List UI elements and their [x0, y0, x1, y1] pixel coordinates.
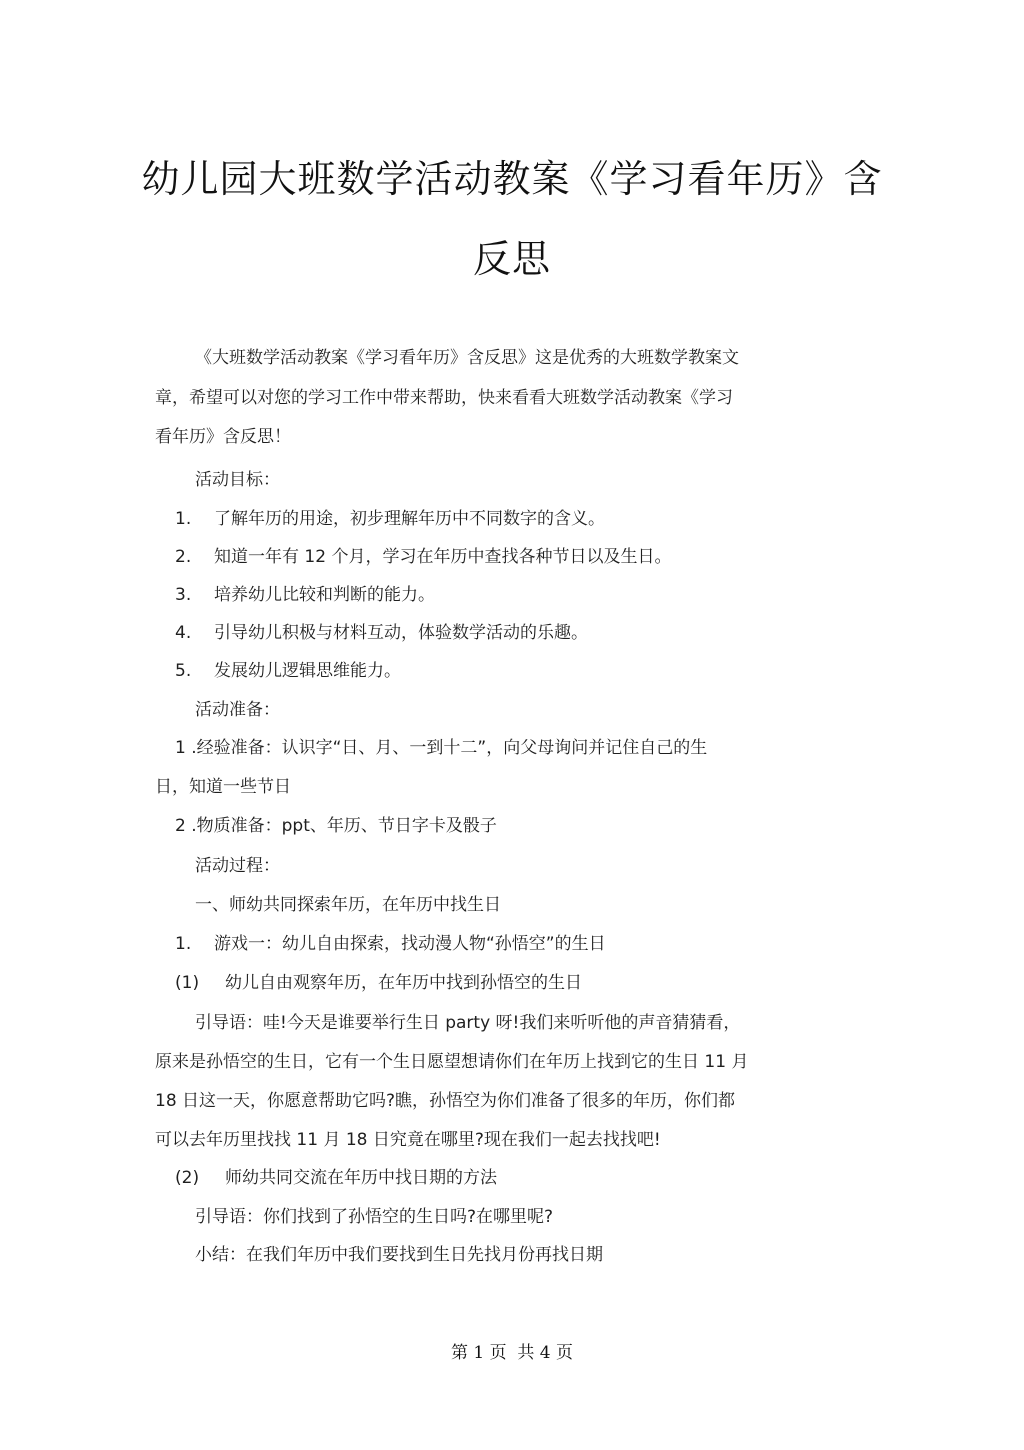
guide-line: 引导语：你们找到了孙悟空的生日吗?在哪里呢? [195, 1207, 554, 1227]
guide-line: 可以去年历里找找 11 月 18 日究竟在哪里?现在我们一起去找找吧! [155, 1130, 661, 1150]
goal-number: 4. [175, 623, 192, 643]
goal-item: 发展幼儿逻辑思维能力。 [214, 661, 401, 681]
prep-item-cont: 日，知道一些节日 [155, 777, 291, 797]
intro-line: 章，希望可以对您的学习工作中带来帮助，快来看看大班数学活动教案《学习 [155, 388, 733, 408]
substep-number: (1) [175, 973, 200, 993]
prep-item: 1 .经验准备：认识字“日、月、一到十二”，向父母询问并记住自己的生 [175, 738, 708, 758]
step-number: 1. [175, 934, 192, 954]
step-text: 游戏一：幼儿自由探索，找动漫人物“孙悟空”的生日 [214, 934, 606, 954]
goal-number: 1. [175, 509, 192, 529]
intro-line: 看年历》含反思！ [155, 427, 291, 447]
summary-line: 小结：在我们年历中我们要找到生日先找月份再找日期 [195, 1245, 603, 1265]
goal-item: 知道一年有 12 个月，学习在年历中查找各种节日以及生日。 [214, 547, 672, 567]
document-title-line1: 幼儿园大班数学活动教案《学习看年历》含 [141, 157, 883, 201]
process-heading: 活动过程： [195, 856, 280, 876]
intro-line: 《大班数学活动教案《学习看年历》含反思》这是优秀的大班数学教案文 [195, 348, 739, 368]
goals-heading: 活动目标： [195, 470, 280, 490]
guide-line: 原来是孙悟空的生日，它有一个生日愿望想请你们在年历上找到它的生日 11 月 [155, 1052, 749, 1072]
prep-item: 2 .物质准备：ppt、年历、节日字卡及骰子 [175, 816, 497, 836]
goal-number: 5. [175, 661, 192, 681]
substep-number: (2) [175, 1168, 200, 1188]
goal-number: 3. [175, 585, 192, 605]
section-heading: 一、师幼共同探索年历，在年历中找生日 [195, 895, 501, 915]
page-footer: 第 1 页 共 4 页 [450, 1343, 574, 1363]
substep-text: 师幼共同交流在年历中找日期的方法 [225, 1168, 497, 1188]
goal-item: 引导幼儿积极与材料互动，体验数学活动的乐趣。 [214, 623, 588, 643]
goal-item: 了解年历的用途，初步理解年历中不同数字的含义。 [214, 509, 605, 529]
goal-item: 培养幼儿比较和判断的能力。 [214, 585, 435, 605]
guide-line: 18 日这一天，你愿意帮助它吗?瞧，孙悟空为你们准备了很多的年历，你们都 [155, 1091, 736, 1111]
guide-line: 引导语：哇!今天是谁要举行生日 party 呀!我们来听听他的声音猜猜看， [195, 1013, 741, 1033]
document-title-line2: 反思 [472, 237, 551, 281]
prep-heading: 活动准备： [195, 700, 280, 720]
goal-number: 2. [175, 547, 192, 567]
substep-text: 幼儿自由观察年历，在年历中找到孙悟空的生日 [225, 973, 582, 993]
